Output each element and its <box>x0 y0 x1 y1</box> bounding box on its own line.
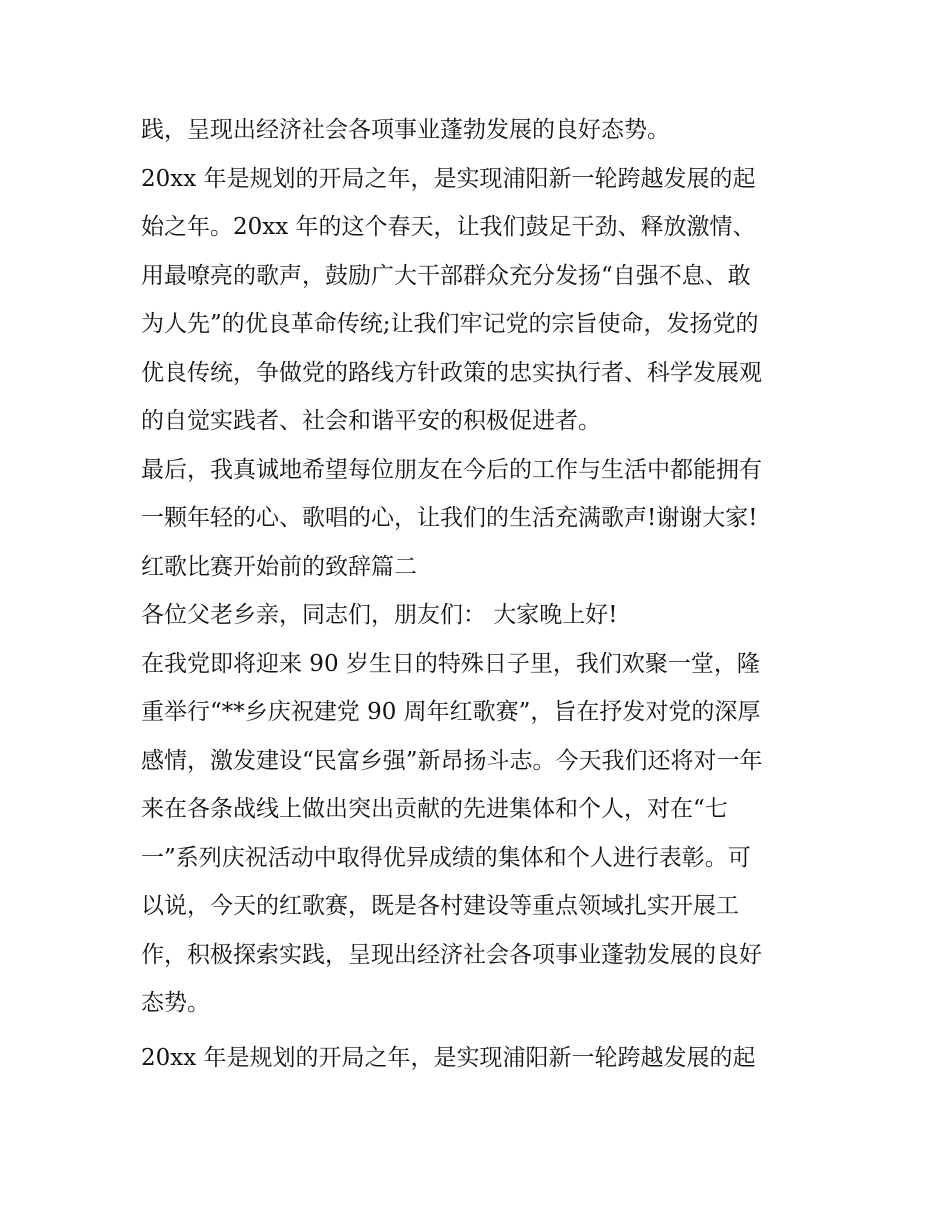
document-body <box>141 106 831 1082</box>
text-line: 用最嘹亮的歌声，鼓励广大干部群众充分发扬“自强不息、敢 <box>141 262 751 289</box>
text-line: 作，积极探索实践，呈现出经济社会各项事业蓬勃发展的良好 <box>141 941 762 968</box>
text-line: 感情，激发建设“民富乡强”新昂扬斗志。今天我们还将对一年 <box>141 747 763 774</box>
text-line: 为人先”的优良革命传统;让我们牢记党的宗旨使命，发扬党的 <box>141 311 759 337</box>
text-line: 以说，今天的红歌赛，既是各村建设等重点领域扎实开展工 <box>141 893 739 919</box>
text-line: 在我党即将迎来 90 岁生日的特殊日子里，我们欢聚一堂，隆 <box>141 650 760 677</box>
salutation: 各位父老乡亲，同志们，朋友们： 大家晚上好! <box>141 602 618 628</box>
section-heading: 红歌比赛开始前的致辞篇二 <box>141 553 417 580</box>
text-line: 来在各条战线上做出突出贡献的先进集体和个人，对在“七 <box>141 796 728 822</box>
text-line: 的自觉实践者、社会和谐平安的积极促进者。 <box>141 408 601 434</box>
text-line: 20xx 年是规划的开局之年，是实现浦阳新一轮跨越发展的起 <box>141 165 756 192</box>
text-line: 最后，我真诚地希望每位朋友在今后的工作与生活中都能拥有 <box>141 456 762 483</box>
text-line: 优良传统，争做党的路线方针政策的忠实执行者、科学发展观 <box>141 359 762 386</box>
text-line: 践，呈现出经济社会各项事业蓬勃发展的良好态势。 <box>141 117 670 143</box>
text-line: 一”系列庆祝活动中取得优异成绩的集体和个人进行表彰。可 <box>141 844 751 871</box>
text-line: 态势。 <box>141 990 210 1016</box>
text-line: 20xx 年是规划的开局之年，是实现浦阳新一轮跨越发展的起 <box>141 1044 756 1071</box>
text-line: 重举行“**乡庆祝建党 90 周年红歌赛”，旨在抒发对党的深厚 <box>141 699 761 725</box>
text-line: 始之年。20xx 年的这个春天，让我们鼓足干劲、释放激情、 <box>141 214 756 240</box>
text-line: 一颗年轻的心、歌唱的心，让我们的生活充满歌声!谢谢大家! <box>141 505 758 531</box>
